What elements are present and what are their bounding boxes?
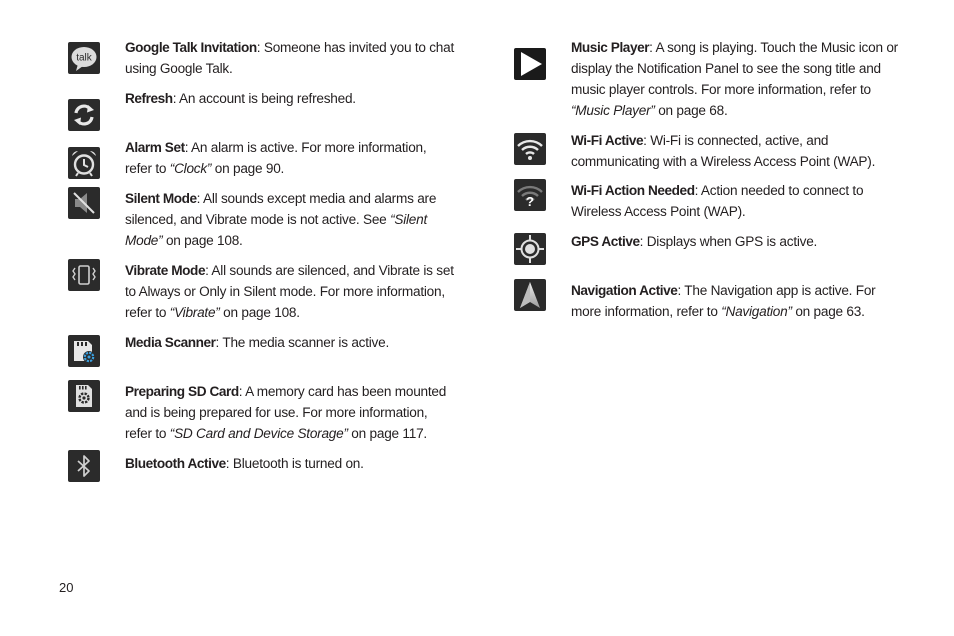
cross-reference-link[interactable]: “Music Player”: [571, 103, 655, 119]
vibrate-icon: [68, 259, 100, 291]
entry-text: [571, 181, 900, 223]
cross-reference-link[interactable]: “SD Card and Device Storage”: [169, 426, 348, 442]
cross-reference-link[interactable]: “Silent Mode”: [125, 212, 427, 249]
entry-text: [571, 232, 900, 253]
wifi-icon: [514, 133, 546, 165]
entry-description: : An account is being refreshed.: [172, 91, 356, 107]
entry-term: Navigation Active: [571, 283, 678, 299]
entry-term: Bluetooth Active: [125, 456, 226, 472]
entry-term: Refresh: [125, 91, 173, 107]
google-talk-icon: [68, 42, 100, 74]
bluetooth-icon: [68, 450, 100, 482]
entry-term: Vibrate Mode: [125, 263, 206, 279]
entry-description: : A memory card has been mounted and is being prepared for use. For more information, refer to: [125, 384, 447, 442]
play-icon: [514, 48, 546, 80]
entry-description: : All sounds are silenced, and Vibrate is set to Always or Only in Silent mode. For more information, refer to: [125, 263, 454, 321]
list-item-navigation-active: [514, 281, 914, 333]
entry-text: [571, 281, 900, 323]
cross-reference-link[interactable]: “Navigation”: [721, 304, 792, 320]
entry-text: [125, 333, 454, 354]
list-item-bluetooth: [68, 454, 468, 494]
entry-text: [125, 382, 454, 445]
list-item-wifi-active: [514, 131, 914, 181]
entry-text: [125, 454, 454, 475]
sd-card-icon: [68, 380, 100, 412]
page-reference: on page 63.: [791, 304, 865, 320]
entry-term: Wi-Fi Action Needed: [571, 183, 695, 199]
page-reference: on page 108.: [219, 305, 300, 321]
page-reference: on page 108.: [162, 233, 243, 249]
list-item-google-talk: [68, 38, 468, 89]
page-reference: on page 68.: [654, 103, 728, 119]
entry-text: [125, 89, 454, 110]
cross-reference-link[interactable]: “Vibrate”: [169, 305, 220, 321]
list-item-music-player: [514, 38, 914, 131]
entry-text: [571, 131, 900, 173]
entry-term: Alarm Set: [125, 140, 185, 156]
entry-text: [571, 38, 900, 122]
svg-text:?: ?: [526, 194, 534, 209]
right-column: [514, 38, 914, 333]
entry-description: : Displays when GPS is active.: [639, 234, 818, 250]
list-item-vibrate-mode: [68, 261, 468, 333]
entry-description: : The Navigation app is active. For more information, refer to: [571, 283, 876, 320]
entry-description: : Action needed to connect to Wireless Access Point (WAP).: [571, 183, 864, 220]
entry-term: Preparing SD Card: [125, 384, 239, 400]
talk-icon-label: talk: [76, 52, 92, 64]
media-scanner-icon: [68, 335, 100, 367]
gps-icon: [514, 233, 546, 265]
entry-term: Wi-Fi Active: [571, 133, 644, 149]
page-number: 20: [59, 580, 74, 595]
list-item-silent-mode: [68, 189, 468, 261]
entry-description: : Bluetooth is turned on.: [225, 456, 364, 472]
left-column: [68, 38, 468, 494]
entry-text: [125, 261, 454, 324]
entry-term: Silent Mode: [125, 191, 197, 207]
entry-text: [125, 138, 454, 180]
list-item-alarm: [68, 138, 468, 189]
list-item-wifi-action-needed: [514, 181, 914, 232]
list-item-gps-active: [514, 232, 914, 281]
entry-description: : A song is playing. Touch the Music icon or display the Notification Panel to see the song title and music player controls. For more information, refer to: [571, 40, 898, 98]
navigation-icon: [514, 279, 546, 311]
entry-term: Media Scanner: [125, 335, 216, 351]
entry-term: Google Talk Invitation: [125, 40, 257, 56]
page-reference: on page 117.: [347, 426, 427, 442]
list-item-refresh: [68, 89, 468, 138]
entry-text: [125, 189, 454, 252]
cross-reference-link[interactable]: “Clock”: [169, 161, 212, 177]
list-item-media-scanner: [68, 333, 468, 382]
alarm-icon: [68, 147, 100, 179]
entry-term: GPS Active: [571, 234, 640, 250]
entry-description: : An alarm is active. For more information, refer to: [125, 140, 427, 177]
silent-mode-icon: [68, 187, 100, 219]
entry-term: Music Player: [571, 40, 650, 56]
entry-description: : The media scanner is active.: [215, 335, 390, 351]
list-item-preparing-sd-card: [68, 382, 468, 454]
entry-description: : Wi-Fi is connected, active, and communicating with a Wireless Access Point (WAP).: [571, 133, 876, 170]
entry-description: : Someone has invited you to chat using Google Talk.: [125, 40, 455, 77]
refresh-icon: [68, 99, 100, 131]
wifi-action-needed-icon: [514, 179, 546, 211]
entry-text: [125, 38, 454, 80]
entry-description: : All sounds except media and alarms are silenced, and Vibrate mode is not active. See: [125, 191, 437, 228]
page-reference: on page 90.: [211, 161, 285, 177]
